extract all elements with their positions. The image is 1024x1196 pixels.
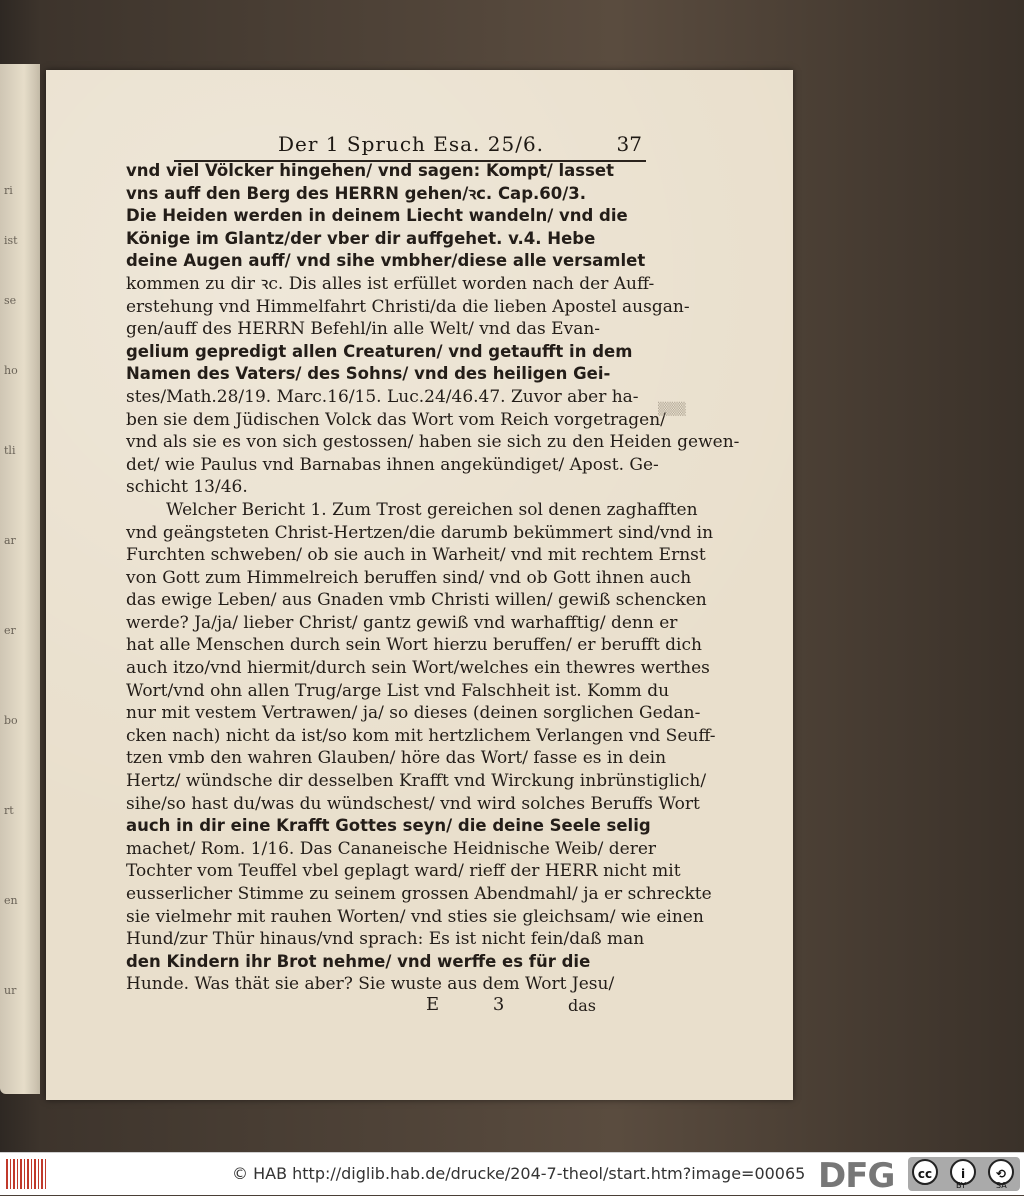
facing-page-edge: ri ist se ho tli ar er bo rt en ur — [0, 64, 40, 1094]
by-icon: i — [950, 1159, 976, 1185]
page-header — [174, 132, 646, 162]
book-page — [46, 70, 793, 1100]
text-line: Hertz/ wündsche dir desselben Krafft vnd Wirckung inbrünstiglich/ — [126, 771, 707, 792]
by-label: BY — [956, 1181, 966, 1190]
text-line: sihe/so hast du/was du wündschest/ vnd wird solches Beruffs Wort — [126, 793, 700, 814]
sa-icon: ⟲ — [988, 1159, 1014, 1185]
running-title: Der 1 Spruch Esa. 25/6. — [278, 132, 545, 156]
text-line: eusserlicher Stimme zu seinem grossen Abendmahl/ ja er schreckte — [126, 884, 712, 904]
text-line: Welcher Bericht 1. Zum Trost gereichen sol denen zaghafften — [166, 499, 698, 520]
text-line: Könige im Glantz/der vber dir auffgehet. v.4. Hebe — [126, 228, 596, 248]
text-line: Tochter vom Teuffel vbel geplagt ward/ rieff der HERR nicht mit — [126, 861, 681, 882]
text-line: Hunde. Was thät sie aber? Sie wuste aus dem Wort Jesu/ — [126, 974, 615, 995]
text-line: schicht 13/46. — [126, 477, 248, 498]
text-line: vnd geängsteten Christ-Hertzen/die darumb bekümmert sind/vnd in — [126, 522, 714, 543]
text-line: das ewige Leben/ aus Gnaden vmb Christi willen/ gewiß schencken — [126, 590, 707, 611]
viewer-footer — [0, 1152, 1024, 1195]
creative-commons-license-icon[interactable] — [908, 1157, 1020, 1191]
text-line: auch in dir eine Krafft Gottes seyn/ die deine Seele selig — [126, 816, 651, 836]
text-line: gelium gepredigt allen Creaturen/ vnd getaufft in dem — [126, 341, 633, 361]
text-line: werde? Ja/ja/ lieber Christ/ gantz gewiß vnd warhafftig/ denn er — [126, 612, 678, 633]
text-line: Furchten schweben/ ob sie auch in Warheit/ vnd mit rechtem Ernst — [126, 545, 706, 566]
text-line: stes/Math.28/19. Marc.16/15. Luc.24/46.47. Zuvor aber ha- — [126, 386, 639, 407]
text-line: von Gott zum Himmelreich beruffen sind/ vnd ob Gott ihnen auch — [126, 567, 692, 588]
text-line: sie vielmehr mit rauhen Worten/ vnd sties sie gleichsam/ wie einen — [126, 906, 704, 927]
text-line: Die Heiden werden in deinem Liecht wandeln/ vnd die — [126, 206, 628, 226]
page-number: 37 — [616, 132, 642, 156]
catchword: das — [568, 996, 596, 1015]
cc-icon: cc — [912, 1159, 938, 1185]
text-line: den Kindern ihr Brot nehme/ vnd werffe es für die — [126, 951, 591, 971]
text-line: Namen des Vaters/ des Sohns/ vnd des heiligen Gei- — [126, 364, 611, 384]
text-line: vnd als sie es von sich gestossen/ haben sie sich zu den Heiden gewen- — [126, 432, 740, 453]
text-line: machet/ Rom. 1/16. Das Cananeische Heidnische Weib/ derer — [126, 838, 657, 859]
text-line: Wort/vnd ohn allen Trug/arge List vnd Falschheit ist. Komm du — [126, 680, 670, 701]
signature-mark: E 3 — [426, 994, 505, 1015]
text-line: cken nach) nicht da ist/so kom mit hertzlichem Verlangen vnd Seuff- — [126, 725, 716, 746]
sa-label: SA — [996, 1181, 1007, 1190]
text-line: Hund/zur Thür hinaus/vnd sprach: Es ist nicht fein/daß man — [126, 929, 645, 950]
copyright-link[interactable]: © HAB http://diglib.hab.de/drucke/204-7-theol/start.htm?image=00065 — [232, 1164, 806, 1183]
text-line: erstehung vnd Himmelfahrt Christi/da die lieben Apostel ausgan- — [126, 296, 690, 317]
text-line: nur mit vestem Vertrawen/ ja/ so dieses (deinen sorglichen Gedan- — [126, 703, 701, 724]
barcode-icon — [6, 1159, 46, 1189]
text-line: gen/auff des HERRN Befehl/in alle Welt/ vnd das Evan- — [126, 319, 601, 340]
text-line: vnd viel Völcker hingehen/ vnd sagen: Kompt/ lasset — [126, 161, 615, 180]
body-text — [126, 160, 740, 996]
text-line: hat alle Menschen durch sein Wort hierzu beruffen/ er berufft dich — [126, 635, 702, 656]
text-line: ben sie dem Jüdischen Volck das Wort vom Reich vorgetragen/ — [126, 409, 666, 430]
dfg-logo[interactable]: DFG — [818, 1156, 895, 1196]
text-line: vns auff den Berg des HERRN gehen/ꝛc. Cap.60/3. — [126, 183, 587, 203]
text-line: auch itzo/vnd hiermit/durch sein Wort/welches ein thewres werthes — [126, 658, 710, 679]
text-line: det/ wie Paulus vnd Barnabas ihnen angekündiget/ Apost. Ge- — [126, 454, 659, 475]
text-line: kommen zu dir ꝛc. Dis alles ist erfüllet worden nach der Auff- — [126, 273, 655, 294]
margin-mark: ▒▒▒ — [658, 402, 686, 416]
text-line: tzen vmb den wahren Glauben/ höre das Wort/ fasse es in dein — [126, 748, 667, 769]
text-line: deine Augen auff/ vnd sihe vmbher/diese alle versamlet — [126, 251, 646, 271]
